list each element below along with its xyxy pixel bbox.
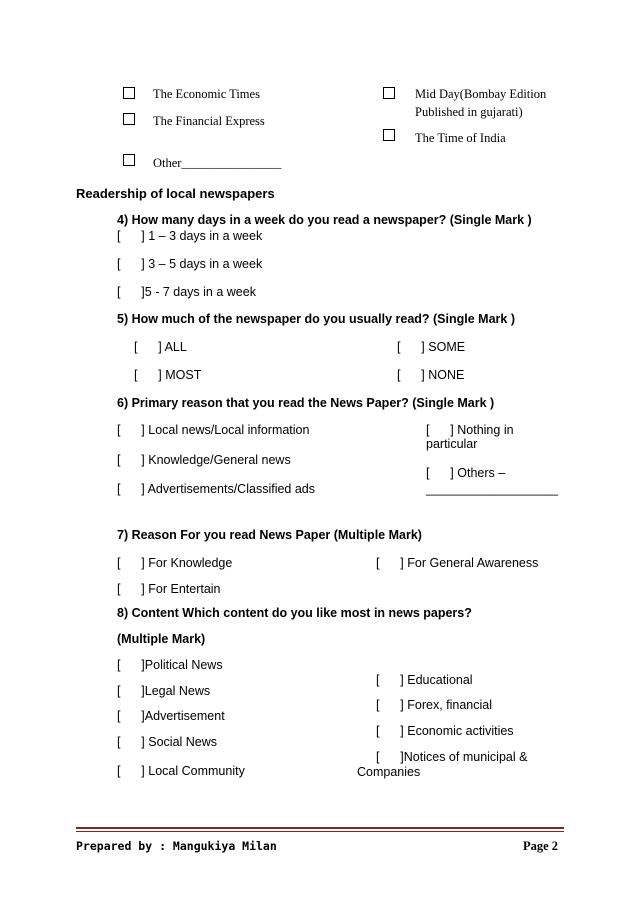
question-8-note: (Multiple Mark): [117, 632, 206, 646]
footer-rule-thin: [76, 831, 564, 832]
q5-option-most[interactable]: [ ] MOST: [134, 368, 202, 382]
q8-option-social[interactable]: [ ] Social News: [117, 735, 218, 749]
q5-option-none[interactable]: [ ] NONE: [397, 368, 465, 382]
q6-option-ads[interactable]: [ ] Advertisements/Classified ads: [117, 482, 315, 496]
q4-option-1[interactable]: [ ] 1 – 3 days in a week: [117, 229, 263, 243]
q6-others-blank[interactable]: ___________________: [426, 482, 559, 496]
option-mid-day-line1: Mid Day(Bombay Edition: [415, 87, 547, 101]
q7-option-knowledge[interactable]: [ ] For Knowledge: [117, 556, 233, 570]
q8-option-educational[interactable]: [ ] Educational: [376, 673, 473, 687]
question-5: 5) How much of the newspaper do you usually read? (Single Mark ): [117, 312, 515, 326]
q8-option-economic[interactable]: [ ] Economic activities: [376, 724, 514, 738]
option-mid-day-line2: Published in gujarati): [415, 105, 523, 119]
q8-option-notices[interactable]: [ ]Notices of municipal &: [376, 750, 528, 764]
q5-option-some[interactable]: [ ] SOME: [397, 340, 466, 354]
question-4: 4) How many days in a week do you read a newspaper? (Single Mark ): [117, 213, 532, 227]
q8-option-forex[interactable]: [ ] Forex, financial: [376, 698, 493, 712]
footer-rule-thick: [76, 827, 564, 829]
section-heading: Readership of local newspapers: [76, 186, 275, 201]
q8-option-local-community[interactable]: [ ] Local Community: [117, 764, 245, 778]
option-other: Other________________: [153, 156, 282, 170]
q8-option-advertisement[interactable]: [ ]Advertisement: [117, 709, 225, 723]
option-times-of-india: The Time of India: [415, 131, 506, 145]
q8-option-notices-cont: Companies: [357, 765, 421, 779]
q6-option-nothing[interactable]: [ ] Nothing in: [426, 423, 514, 437]
checkbox-other[interactable]: [123, 154, 135, 166]
q5-option-all[interactable]: [ ] ALL: [134, 340, 187, 354]
q4-option-3[interactable]: [ ]5 - 7 days in a week: [117, 285, 256, 299]
q6-option-nothing-cont: particular: [426, 437, 478, 451]
q6-option-local-news[interactable]: [ ] Local news/Local information: [117, 423, 310, 437]
q8-option-political[interactable]: [ ]Political News: [117, 658, 223, 672]
question-7: 7) Reason For you read News Paper (Multiple Mark): [117, 528, 422, 542]
q7-option-awareness[interactable]: [ ] For General Awareness: [376, 556, 539, 570]
checkbox-economic-times[interactable]: [123, 87, 135, 99]
option-financial-express: The Financial Express: [153, 114, 265, 128]
q7-option-entertain[interactable]: [ ] For Entertain: [117, 582, 221, 596]
question-6: 6) Primary reason that you read the News Paper? (Single Mark ): [117, 396, 495, 410]
footer-page-number: Page 2: [523, 839, 559, 853]
q6-option-others[interactable]: [ ] Others –: [426, 466, 506, 480]
option-economic-times: The Economic Times: [153, 87, 260, 101]
checkbox-times-of-india[interactable]: [383, 129, 395, 141]
checkbox-financial-express[interactable]: [123, 113, 135, 125]
q6-option-knowledge[interactable]: [ ] Knowledge/General news: [117, 453, 291, 467]
footer-prepared-by: Prepared by : Mangukiya Milan: [76, 839, 277, 853]
q4-option-2[interactable]: [ ] 3 – 5 days in a week: [117, 257, 263, 271]
question-8: 8) Content Which content do you like most in news papers?: [117, 606, 472, 620]
checkbox-mid-day[interactable]: [383, 87, 395, 99]
q8-option-legal[interactable]: [ ]Legal News: [117, 684, 211, 698]
